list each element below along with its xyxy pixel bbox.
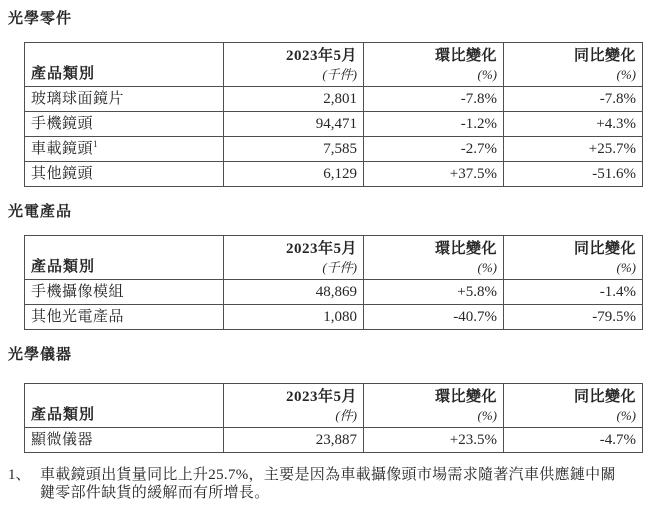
volume-cell: 7,585: [224, 137, 364, 162]
header-volume-unit: (千件): [322, 260, 357, 275]
shipment-table-optical-instruments: [24, 383, 643, 453]
header-yoy-unit: (%): [616, 260, 636, 275]
header-period-volume: [224, 236, 364, 280]
table-row: [25, 428, 643, 453]
table-row: [25, 87, 643, 112]
yoy-cell: -79.5%: [504, 305, 643, 330]
mom-cell: -2.7%: [364, 137, 504, 162]
mom-cell: -7.8%: [364, 87, 504, 112]
shipment-table-optoelectronic-products: [24, 235, 643, 330]
yoy-cell: +25.7%: [504, 137, 643, 162]
table-row: [25, 305, 643, 330]
product-name: 顯微儀器: [31, 432, 94, 448]
product-name: 手機鏡頭: [31, 116, 94, 132]
yoy-cell: -4.7%: [504, 428, 643, 453]
product-name-cell: [25, 87, 224, 112]
header-yoy-label: 同比變化: [573, 48, 636, 64]
product-name: 手機攝像模組: [31, 284, 125, 300]
header-period-label: 2023年5月: [285, 241, 357, 257]
product-name-cell: [25, 428, 224, 453]
header-period-volume: [224, 384, 364, 428]
header-yoy-label: 同比變化: [573, 241, 636, 257]
header-mom-label: 環比變化: [434, 389, 497, 405]
footnote-ref-superscript: 1: [93, 139, 99, 149]
product-name: 玻璃球面鏡片: [31, 91, 125, 107]
header-mom-unit: (%): [477, 67, 497, 82]
product-name: 其他鏡頭: [31, 166, 94, 182]
header-yoy-unit: (%): [616, 408, 636, 423]
header-mom-unit: (%): [477, 260, 497, 275]
header-yoy-change: [504, 236, 643, 280]
mom-cell: +5.8%: [364, 280, 504, 305]
mom-cell: +23.5%: [364, 428, 504, 453]
header-period-label: 2023年5月: [285, 389, 357, 405]
mom-cell: +37.5%: [364, 162, 504, 187]
table-header-row: [25, 236, 643, 280]
product-name: 其他光電產品: [31, 309, 125, 325]
volume-cell: 48,869: [224, 280, 364, 305]
header-yoy-change: [504, 384, 643, 428]
header-product-category: 產品類別: [25, 43, 224, 87]
footnote-marker: 1、: [8, 467, 31, 483]
table-row: [25, 137, 643, 162]
header-yoy-change: [504, 43, 643, 87]
header-mom-change: [364, 43, 504, 87]
header-product-category: 產品類別: [25, 236, 224, 280]
footnote-text: 車載鏡頭出貨量同比上升25.7%，主要是因為車載攝像頭市場需求隨著汽車供應鏈中關鍵零部件缺貨的緩解而有所增長。: [40, 467, 616, 501]
section-optical-components: [8, 9, 650, 187]
volume-cell: 23,887: [224, 428, 364, 453]
product-name-cell: [25, 162, 224, 187]
header-period-volume: [224, 43, 364, 87]
section-optoelectronic-products: [8, 202, 650, 330]
table-header-row: [25, 43, 643, 87]
yoy-cell: -1.4%: [504, 280, 643, 305]
product-name-cell: [25, 137, 224, 162]
volume-cell: 94,471: [224, 112, 364, 137]
header-mom-label: 環比變化: [434, 241, 497, 257]
header-mom-change: [364, 236, 504, 280]
product-name-cell: [25, 305, 224, 330]
volume-cell: 2,801: [224, 87, 364, 112]
product-name-cell: [25, 112, 224, 137]
mom-cell: -40.7%: [364, 305, 504, 330]
shipment-table-optical-components: [24, 42, 643, 187]
header-period-label: 2023年5月: [285, 48, 357, 64]
header-mom-change: [364, 384, 504, 428]
mom-cell: -1.2%: [364, 112, 504, 137]
header-volume-unit: (千件): [322, 67, 357, 82]
footnote: [8, 466, 650, 502]
yoy-cell: +4.3%: [504, 112, 643, 137]
section-title: 光電產品: [8, 203, 73, 220]
product-name-cell: [25, 280, 224, 305]
section-title: 光學零件: [8, 10, 73, 27]
yoy-cell: -7.8%: [504, 87, 643, 112]
table-row: [25, 280, 643, 305]
section-title: 光學儀器: [8, 346, 73, 363]
header-yoy-label: 同比變化: [573, 389, 636, 405]
header-mom-unit: (%): [477, 408, 497, 423]
section-optical-instruments: [8, 345, 650, 453]
header-mom-label: 環比變化: [434, 48, 497, 64]
header-product-category: 產品類別: [25, 384, 224, 428]
yoy-cell: -51.6%: [504, 162, 643, 187]
volume-cell: 6,129: [224, 162, 364, 187]
header-yoy-unit: (%): [616, 67, 636, 82]
table-row: [25, 162, 643, 187]
product-name: 車載鏡頭: [31, 141, 94, 157]
header-volume-unit: (件): [335, 408, 357, 423]
table-header-row: [25, 384, 643, 428]
volume-cell: 1,080: [224, 305, 364, 330]
table-row: [25, 112, 643, 137]
